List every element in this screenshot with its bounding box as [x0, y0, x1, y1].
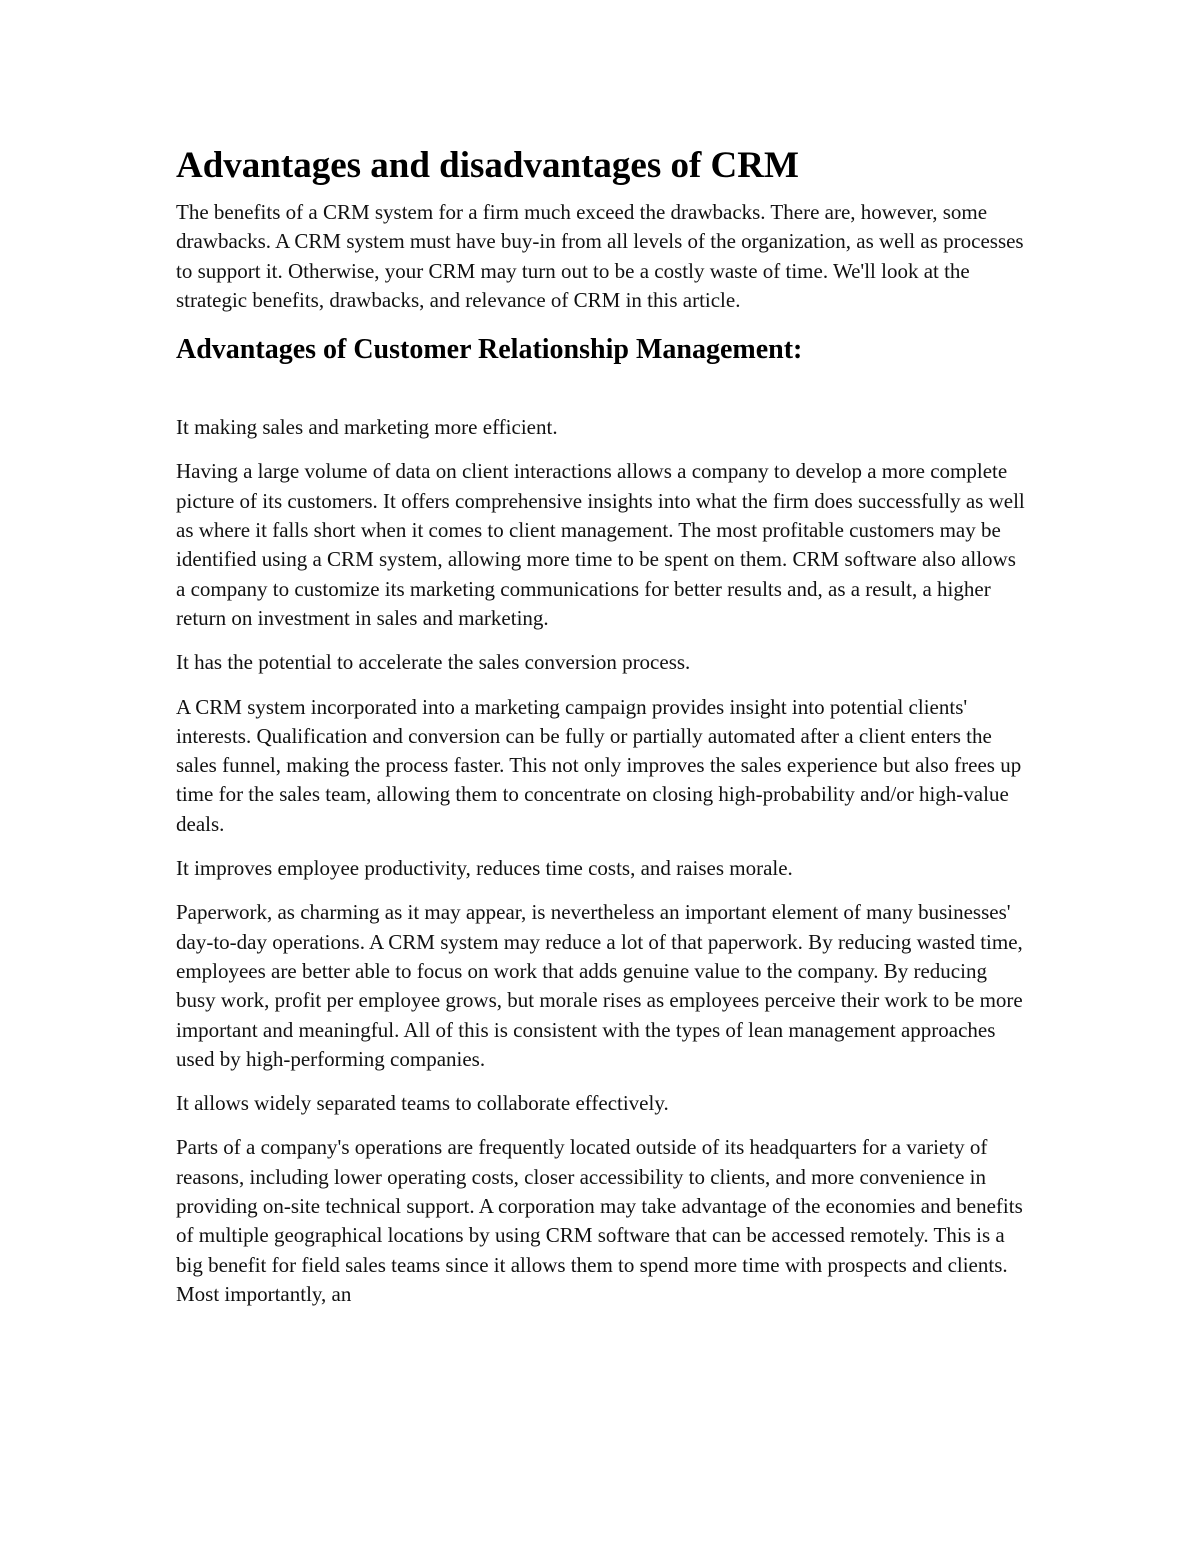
subheading-employee-productivity: It improves employee productivity, reduces time costs, and raises morale. [176, 856, 793, 881]
body-paragraph-marketing-campaign: A CRM system incorporated into a marketing campaign provides insight into potential clients' interests. Qualification and conversion can be fully or partially automated after a client enters the sales funnel, making the process faster. This not only improves the sales experience but also frees up time for the sales team, allowing them to concentrate on closing high-probability and/or high-value deals. [176, 694, 1022, 836]
body-paragraph-paperwork: Paperwork, as charming as it may appear, is nevertheless an important element of many businesses' day-to-day operations. A CRM system may reduce a lot of that paperwork. By reducing wasted time, employees are better able to focus on work that adds genuine value to the company. By reducing busy work, profit per employee grows, but morale rises as employees perceive their work to be more important and meaningful. All of this is consistent with the types of lean management approaches used by high-performing companies. [176, 900, 1023, 1071]
document-title: Advantages and disadvantages of CRM [176, 145, 799, 186]
section-heading: Advantages of Customer Relationship Management: [176, 334, 803, 366]
body-paragraph-client-data: Having a large volume of data on client interactions allows a company to develop a more complete picture of its customers. It offers comprehensive insights into what the firm does successfully as well as where it falls short when it comes to client management. The most profitable customers may be identified using a CRM system, allowing more time to be spent on them. CRM software also allows a company to customize its marketing communications for better results and, as a result, a higher return on investment in sales and marketing. [176, 459, 1025, 630]
intro-paragraph: The benefits of a CRM system for a firm much exceed the drawbacks. There are, however, some drawbacks. A CRM system must have buy-in from all levels of the organization, as well as processes to support it. Otherwise, your CRM may turn out to be a costly waste of time. We'll look at the strategic benefits, drawbacks, and relevance of CRM in this article. [176, 200, 1024, 312]
body-paragraph-remote-operations: Parts of a company's operations are frequently located outside of its headquarters for a variety of reasons, including lower operating costs, closer accessibility to clients, and more convenience in providing on-site technical support. A corporation may take advantage of the economies and benefits of multiple geographical locations by using CRM software that can be accessed remotely. This is a big benefit for field sales teams since it allows them to spend more time with prospects and clients. Most importantly, an [176, 1135, 1023, 1306]
subheading-sales-conversion: It has the potential to accelerate the sales conversion process. [176, 650, 691, 675]
subheading-team-collaboration: It allows widely separated teams to collaborate effectively. [176, 1091, 669, 1116]
document-page [176, 140, 1028, 1324]
subheading-sales-efficiency: It making sales and marketing more efficient. [176, 415, 558, 440]
